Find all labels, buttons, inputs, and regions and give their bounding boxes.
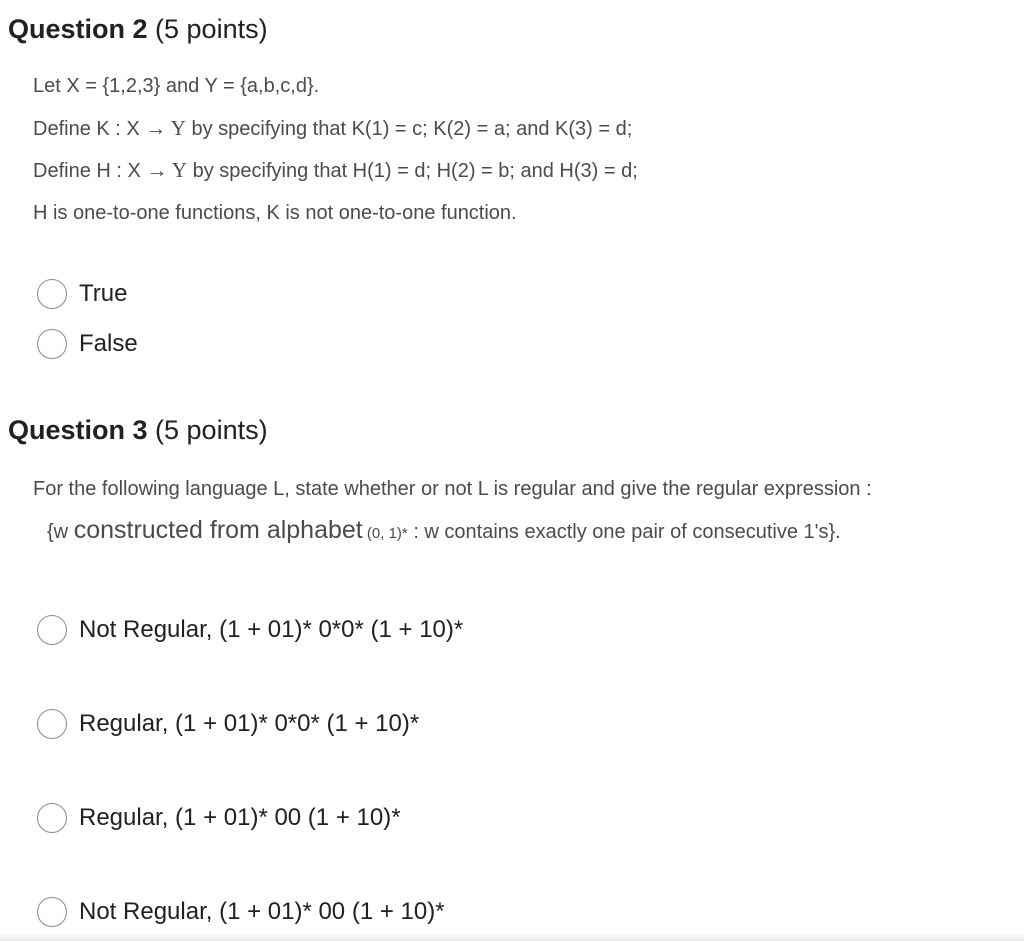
radio-button[interactable] (37, 897, 67, 927)
question-3-points: (5 points) (147, 415, 268, 445)
line-3-text-post: by specifying that H(1) = d; H(2) = b; and H(3) = d; (187, 160, 638, 182)
question-2-line-1: Let X = {1,2,3} and Y = {a,b,c,d}. (33, 75, 320, 97)
option-label: Not Regular, (1 + 01)* 00 (1 + 10)* (79, 898, 445, 925)
line-2-part-b: constructed from alphabet (73, 516, 363, 544)
q3-option-4[interactable] (37, 894, 445, 930)
question-3-number: Question 3 (8, 415, 148, 445)
question-3-title (8, 413, 268, 447)
q2-option-false[interactable] (37, 326, 138, 362)
bottom-shadow (0, 933, 1024, 941)
option-label: Regular, (1 + 01)* 00 (1 + 10)* (79, 804, 401, 831)
option-label: True (79, 280, 128, 307)
question-2-points: (5 points) (147, 14, 268, 44)
q2-option-true[interactable] (37, 276, 127, 312)
question-3-line-1: For the following language L, state whether or not L is regular and give the regular expression : (33, 478, 872, 500)
radio-button[interactable] (37, 279, 67, 309)
question-2-title (8, 12, 268, 46)
radio-button[interactable] (37, 615, 67, 645)
line-2-text-pre: Define K : X (33, 118, 146, 140)
q3-option-2[interactable] (37, 706, 419, 742)
option-label: Regular, (1 + 01)* 0*0* (1 + 10)* (79, 710, 420, 737)
question-2-line-4: H is one-to-one functions, K is not one-to-one function. (33, 202, 517, 224)
line-2-part-d: : w contains exactly one pair of consecutive 1's}. (407, 521, 841, 543)
question-2-line-2 (33, 115, 632, 142)
line-2-text-post: by specifying that K(1) = c; K(2) = a; and K(3) = d; (185, 118, 633, 140)
line-3-math: → Y (146, 158, 188, 182)
radio-button[interactable] (37, 709, 67, 739)
q3-option-3[interactable] (37, 800, 401, 836)
option-label: Not Regular, (1 + 01)* 0*0* (1 + 10)* (79, 616, 464, 643)
option-label: False (79, 330, 138, 357)
line-2-part-c: (0, 1)* (362, 525, 408, 542)
radio-button[interactable] (37, 329, 67, 359)
line-2-math: → Y (145, 116, 186, 140)
line-3-text-pre: Define H : X (33, 160, 147, 182)
question-2-number: Question 2 (8, 14, 148, 44)
q3-option-1[interactable] (37, 612, 463, 648)
line-2-part-a: {w (47, 521, 74, 543)
radio-button[interactable] (37, 803, 67, 833)
question-2-line-3 (33, 157, 638, 184)
question-3-line-2 (47, 514, 841, 550)
